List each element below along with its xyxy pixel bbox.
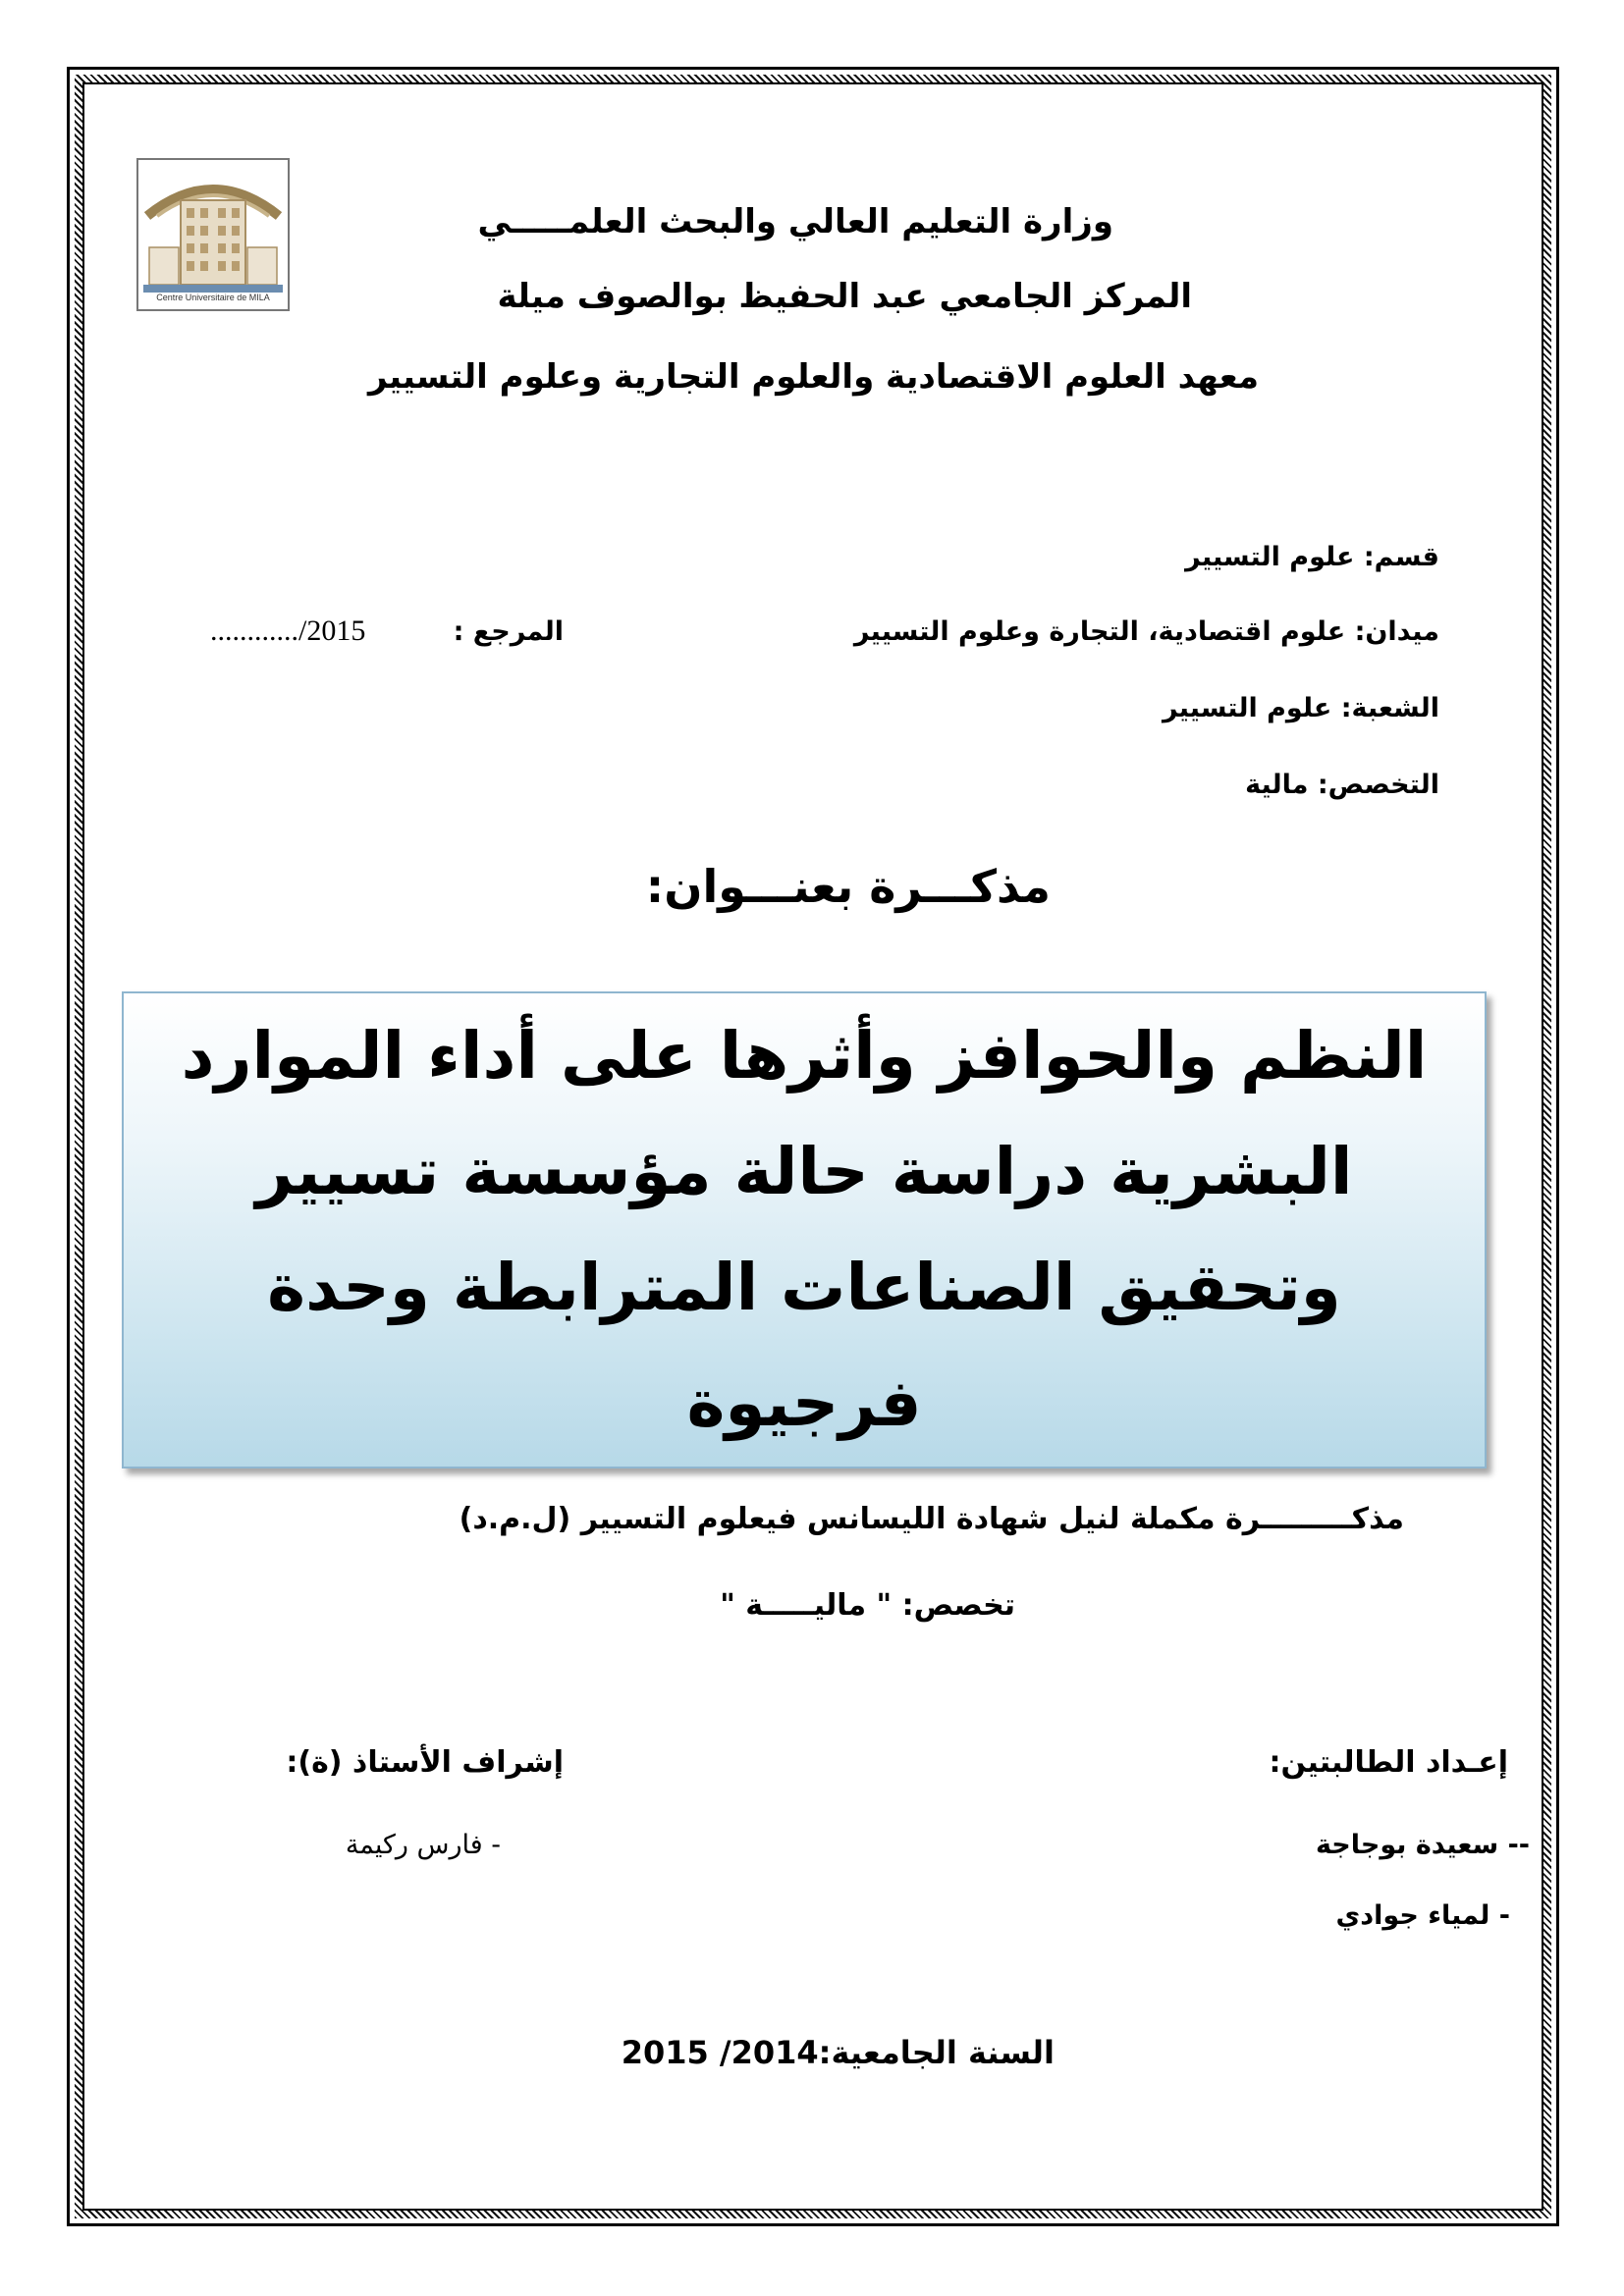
field-line: ميدان: علوم اقتصادية، التجارة وعلوم التسيير	[853, 616, 1439, 647]
department-line: قسم: علوم التسيير	[1185, 542, 1439, 572]
university-name: المركز الجامعي عبد الحفيظ بوالصوف ميلة	[497, 277, 1192, 316]
logo-caption: Centre Universitaire de MILA	[156, 293, 270, 302]
institute-name: معهد العلوم الاقتصادية والعلوم التجارية وعلوم التسيير	[368, 357, 1259, 397]
university-logo	[135, 157, 291, 312]
specialty-line: التخصص: مالية	[1245, 770, 1439, 800]
reference-value: ............/2015	[210, 614, 366, 647]
specialization-line: تخصص: " ماليـــــة "	[720, 1588, 1015, 1623]
thesis-title-box	[122, 991, 1487, 1468]
students-label: إعـداد الطالبتين:	[1269, 1745, 1508, 1780]
student-name-1: -- سعيدة بوجاجة	[1315, 1830, 1530, 1860]
reference-label: المرجع :	[453, 616, 564, 647]
ministry-name: وزارة التعليم العالي والبحث العلمـــــي	[477, 202, 1113, 241]
branch-line: الشعبة: علوم التسيير	[1162, 693, 1439, 723]
supervisor-label: إشراف الأستاذ (ة):	[286, 1745, 564, 1780]
degree-line: مذكـــــــــرة مكملة لنيل شهادة الليسانس فيعلوم التسيير (ل.م.د)	[459, 1502, 1404, 1536]
memo-heading: مذكـــرة بعنـــوان:	[645, 860, 1051, 913]
thesis-title: النظم والحوافز وأثرها على أداء الموارد البشرية دراسة حالة مؤسسة تسيير وتحقيق الصناعات المترابطة وحدة فرجيوة	[181, 1018, 1428, 1441]
student-name-2: - لمياء جوادي	[1335, 1900, 1510, 1931]
academic-year: السنة الجامعية:2014/ 2015	[621, 2034, 1055, 2071]
supervisor-name: - فارس ركيمة	[345, 1830, 501, 1860]
